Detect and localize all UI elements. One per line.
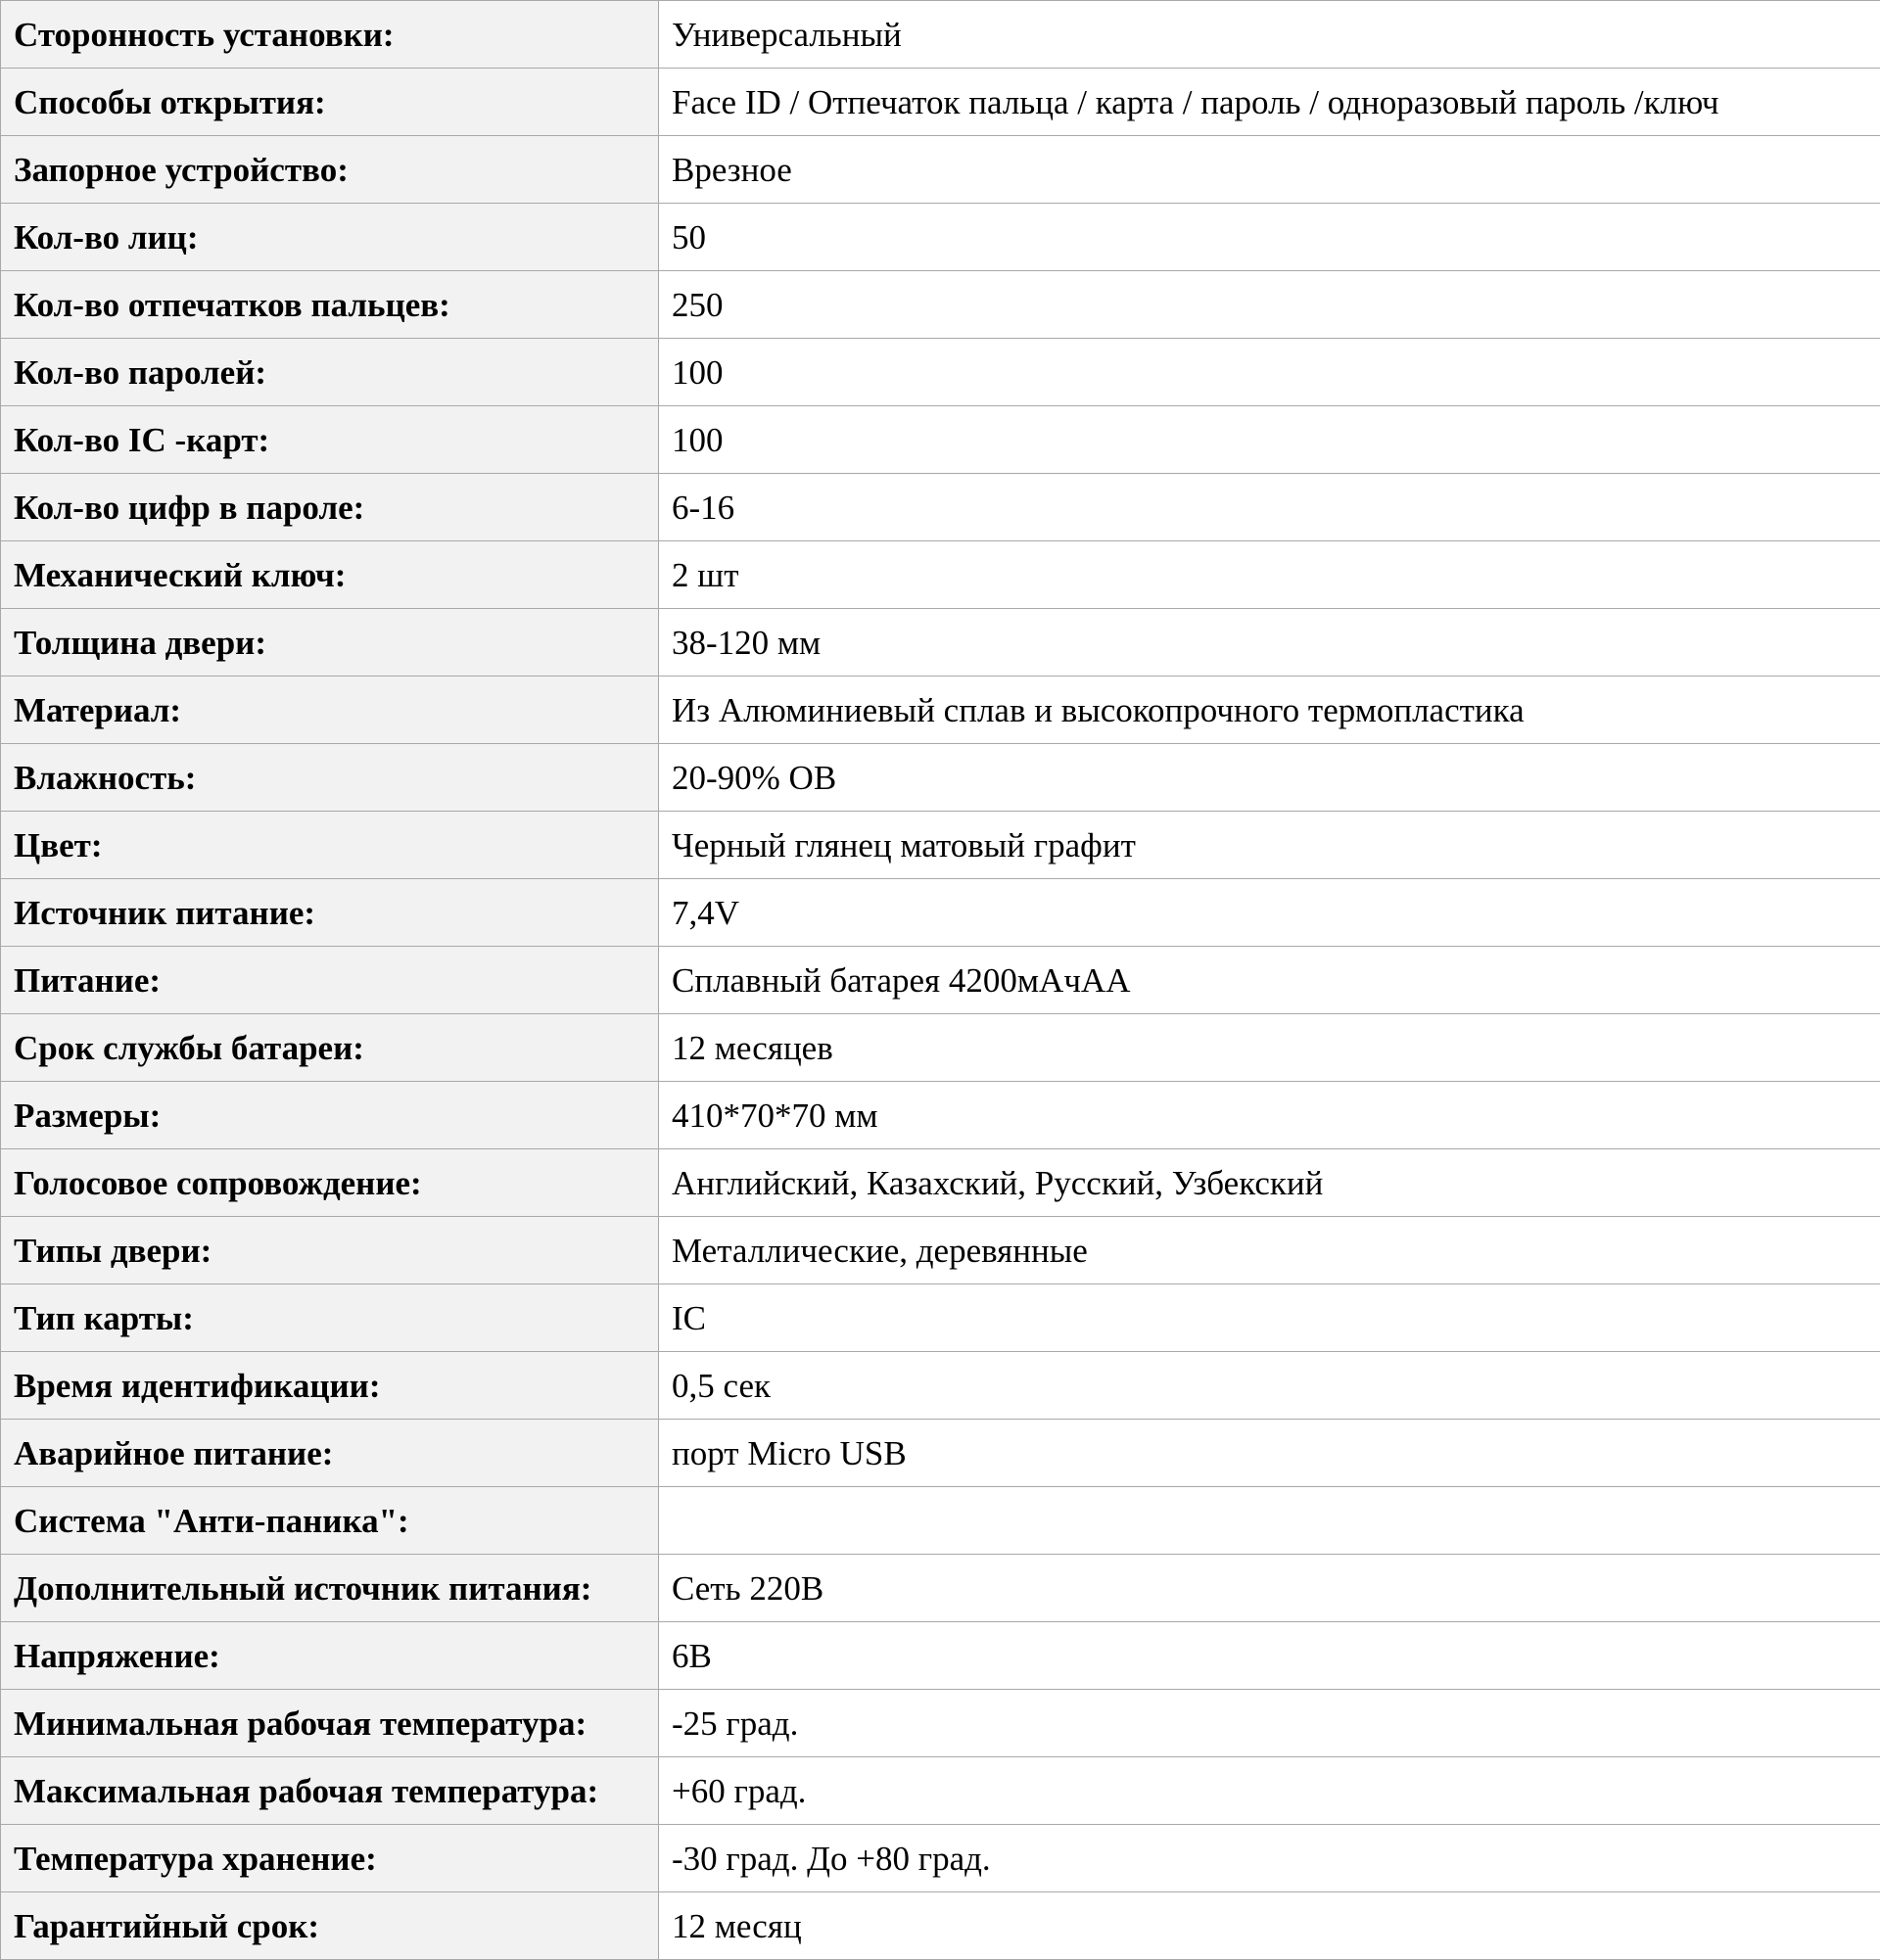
spec-value: Сеть 220В [659, 1555, 1880, 1622]
table-row [1, 609, 1880, 677]
table-row [1, 474, 1880, 541]
spec-label: Сторонность установки: [1, 1, 659, 69]
spec-label: Размеры: [1, 1082, 659, 1149]
table-row [1, 1622, 1880, 1690]
spec-value: 6В [659, 1622, 1880, 1690]
table-row [1, 947, 1880, 1014]
spec-label: Система "Анти-паника": [1, 1487, 659, 1555]
spec-label: Кол-во лиц: [1, 204, 659, 271]
spec-value: 100 [659, 339, 1880, 406]
spec-label: Толщина двери: [1, 609, 659, 677]
spec-label: Питание: [1, 947, 659, 1014]
table-row [1, 1555, 1880, 1622]
spec-label: Максимальная рабочая температура: [1, 1757, 659, 1825]
spec-label: Источник питание: [1, 879, 659, 947]
table-row [1, 677, 1880, 744]
table-row [1, 204, 1880, 271]
spec-value: Универсальный [659, 1, 1880, 69]
table-row [1, 1149, 1880, 1217]
spec-label: Механический ключ: [1, 541, 659, 609]
table-row [1, 1014, 1880, 1082]
spec-value: 410*70*70 мм [659, 1082, 1880, 1149]
table-row [1, 1, 1880, 69]
spec-value: -30 град. До +80 град. [659, 1825, 1880, 1892]
spec-value: Сплавный батарея 4200мАчАА [659, 947, 1880, 1014]
spec-label: Аварийное питание: [1, 1420, 659, 1487]
spec-value: 12 месяц [659, 1892, 1880, 1960]
table-row [1, 812, 1880, 879]
table-row [1, 136, 1880, 204]
table-row [1, 1825, 1880, 1892]
spec-label: Кол-во паролей: [1, 339, 659, 406]
spec-value: 6-16 [659, 474, 1880, 541]
table-row [1, 1284, 1880, 1352]
spec-value: Английский, Казахский, Русский, Узбекский [659, 1149, 1880, 1217]
table-row [1, 69, 1880, 136]
spec-value: 0,5 сек [659, 1352, 1880, 1420]
spec-value: IC [659, 1284, 1880, 1352]
table-row [1, 541, 1880, 609]
spec-value: Врезное [659, 136, 1880, 204]
spec-value: порт Micro USB [659, 1420, 1880, 1487]
spec-value: 38-120 мм [659, 609, 1880, 677]
spec-value: Черный глянец матовый графит [659, 812, 1880, 879]
spec-value: Face ID / Отпечаток пальца / карта / пароль / одноразовый пароль /ключ [659, 69, 1880, 136]
spec-label: Материал: [1, 677, 659, 744]
table-row [1, 1690, 1880, 1757]
spec-value: 12 месяцев [659, 1014, 1880, 1082]
table-row [1, 879, 1880, 947]
spec-value: Из Алюминиевый сплав и высокопрочного термопластика [659, 677, 1880, 744]
table-row [1, 1420, 1880, 1487]
spec-label: Голосовое сопровождение: [1, 1149, 659, 1217]
table-row [1, 1892, 1880, 1960]
spec-label: Температура хранение: [1, 1825, 659, 1892]
spec-value: 7,4V [659, 879, 1880, 947]
specifications-table-body [1, 1, 1880, 1960]
spec-label: Тип карты: [1, 1284, 659, 1352]
spec-value: Металлические, деревянные [659, 1217, 1880, 1284]
spec-label: Время идентификации: [1, 1352, 659, 1420]
spec-value: 50 [659, 204, 1880, 271]
spec-label: Типы двери: [1, 1217, 659, 1284]
spec-value: 2 шт [659, 541, 1880, 609]
spec-label: Влажность: [1, 744, 659, 812]
spec-value: 100 [659, 406, 1880, 474]
spec-label: Кол-во цифр в пароле: [1, 474, 659, 541]
spec-value [659, 1487, 1880, 1555]
spec-value: +60 град. [659, 1757, 1880, 1825]
spec-label: Дополнительный источник питания: [1, 1555, 659, 1622]
table-row [1, 1352, 1880, 1420]
spec-label: Гарантийный срок: [1, 1892, 659, 1960]
table-row [1, 1082, 1880, 1149]
spec-label: Цвет: [1, 812, 659, 879]
spec-label: Запорное устройство: [1, 136, 659, 204]
spec-label: Кол-во отпечатков пальцев: [1, 271, 659, 339]
table-row [1, 406, 1880, 474]
spec-label: Напряжение: [1, 1622, 659, 1690]
spec-value: 250 [659, 271, 1880, 339]
spec-label: Способы открытия: [1, 69, 659, 136]
table-row [1, 1757, 1880, 1825]
spec-value: 20-90% ОВ [659, 744, 1880, 812]
spec-label: Кол-во IC -карт: [1, 406, 659, 474]
table-row [1, 744, 1880, 812]
table-row [1, 1217, 1880, 1284]
spec-label: Срок службы батареи: [1, 1014, 659, 1082]
spec-label: Минимальная рабочая температура: [1, 1690, 659, 1757]
spec-value: -25 град. [659, 1690, 1880, 1757]
table-row [1, 1487, 1880, 1555]
table-row [1, 339, 1880, 406]
table-row [1, 271, 1880, 339]
